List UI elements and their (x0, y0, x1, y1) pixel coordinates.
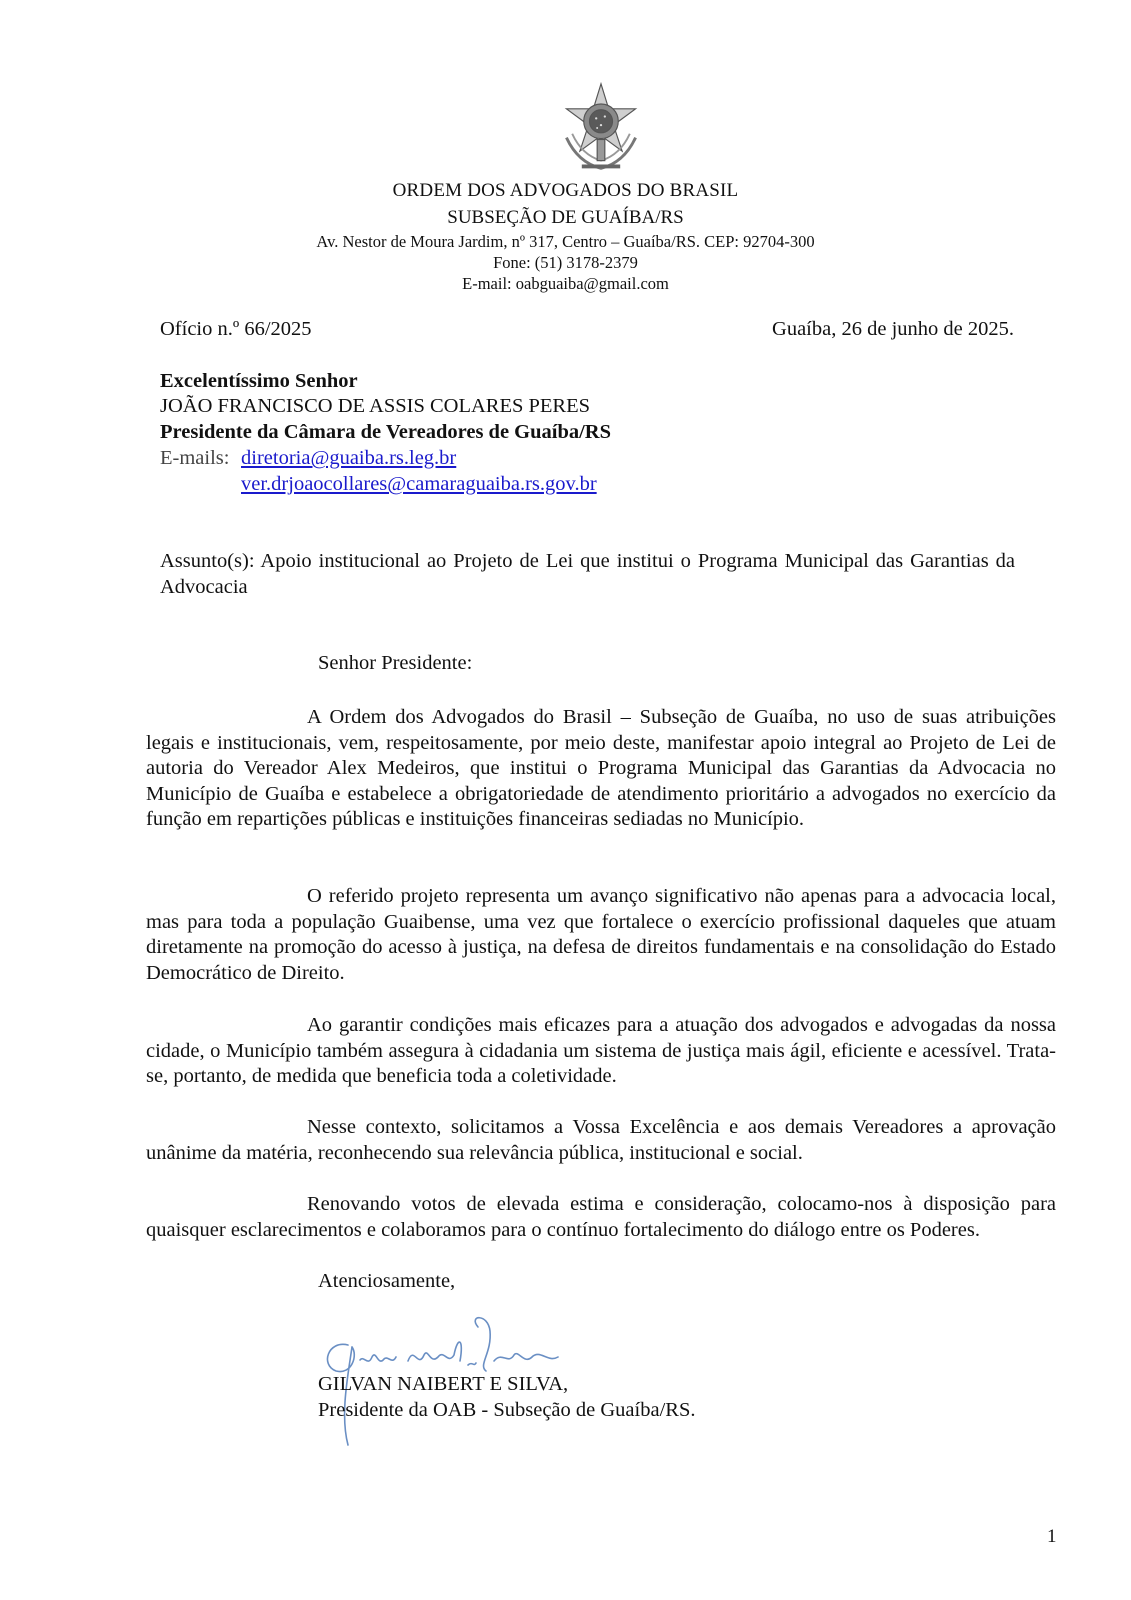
paragraph-3: Ao garantir condições mais eficazes para a atuação dos advogados e advogadas da nossa cidade, o Município também assegura à cidadania um sistema de justiça mais ágil, eficiente e acessível. Trata-se, portanto, de medida que beneficia toda a coletividade. (146, 1014, 1056, 1087)
paragraph-4: Nesse contexto, solicitamos a Vossa Excelência e aos demais Vereadores a aprovação unânime da matéria, reconhecendo sua relevância pública, institucional e social. (146, 1116, 1056, 1164)
paragraph-5: Renovando votos de elevada estima e consideração, colocamo-nos à disposição para quaisquer esclarecimentos e colaboramos para o contínuo fortalecimento do diálogo entre os Poderes. (146, 1193, 1056, 1241)
signatory-name: GILVAN NAIBERT E SILVA, (318, 1373, 569, 1395)
greeting: Senhor Presidente: (318, 652, 473, 674)
brazil-coat-of-arms-seal (553, 80, 649, 176)
email-link-vereador[interactable]: ver.drjoaocollares@camaraguaiba.rs.gov.br (241, 473, 597, 495)
recipient-title: Presidente da Câmara de Vereadores de Guaíba/RS (160, 421, 612, 443)
recipient-name: JOÃO FRANCISCO DE ASSIS COLARES PERES (160, 395, 591, 417)
letter-date: Guaíba, 26 de junho de 2025. (772, 318, 1014, 340)
signatory-role: Presidente da OAB - Subseção de Guaíba/RS. (318, 1399, 696, 1421)
page-number: 1 (1047, 1526, 1057, 1547)
paragraph-1: A Ordem dos Advogados do Brasil – Subseção de Guaíba, no uso de suas atribuições legais e institucionais, vem, respeitosamente, por meio deste, manifestar apoio integral ao Projeto de Lei de autoria do Vereador Alex Medeiros, que institui o Programa Municipal das Garantias da Advocacia no Município de Guaíba e estabelece a obrigatoriedade de atendimento prioritário a advogados no exercício da função em repartições públicas e instituições financeiras sediadas no Município. (146, 706, 1056, 830)
recipient-salutation: Excelentíssimo Senhor (160, 370, 358, 392)
header-address: Av. Nestor de Moura Jardim, nº 317, Centro – Guaíba/RS. CEP: 92704-300 (316, 232, 815, 251)
header-phone: Fone: (51) 3178-2379 (493, 253, 638, 272)
email-link-diretoria[interactable]: diretoria@guaiba.rs.leg.br (241, 447, 457, 469)
paragraph-2: O referido projeto representa um avanço significativo não apenas para a advocacia local, mas para toda a população Guaibense, uma vez que fortalece o exercício profissional daqueles que atuam diretamente na promoção do acesso à justiça, na defesa de direitos fundamentais e na consolidação do Estado Democrático de Direito. (146, 885, 1056, 984)
subject: Assunto(s): Apoio institucional ao Projeto de Lei que institui o Programa Municipal das Garantias da Advocacia (160, 550, 1015, 598)
closing: Atenciosamente, (318, 1270, 456, 1292)
header-org: ORDEM DOS ADVOGADOS DO BRASIL (392, 180, 739, 201)
header-email: E-mail: oabguaiba@gmail.com (462, 274, 669, 293)
header-section: SUBSEÇÃO DE GUAÍBA/RS (447, 207, 684, 228)
office-number: Ofício n.º 66/2025 (160, 318, 312, 340)
emails-label: E-mails: (160, 447, 230, 469)
